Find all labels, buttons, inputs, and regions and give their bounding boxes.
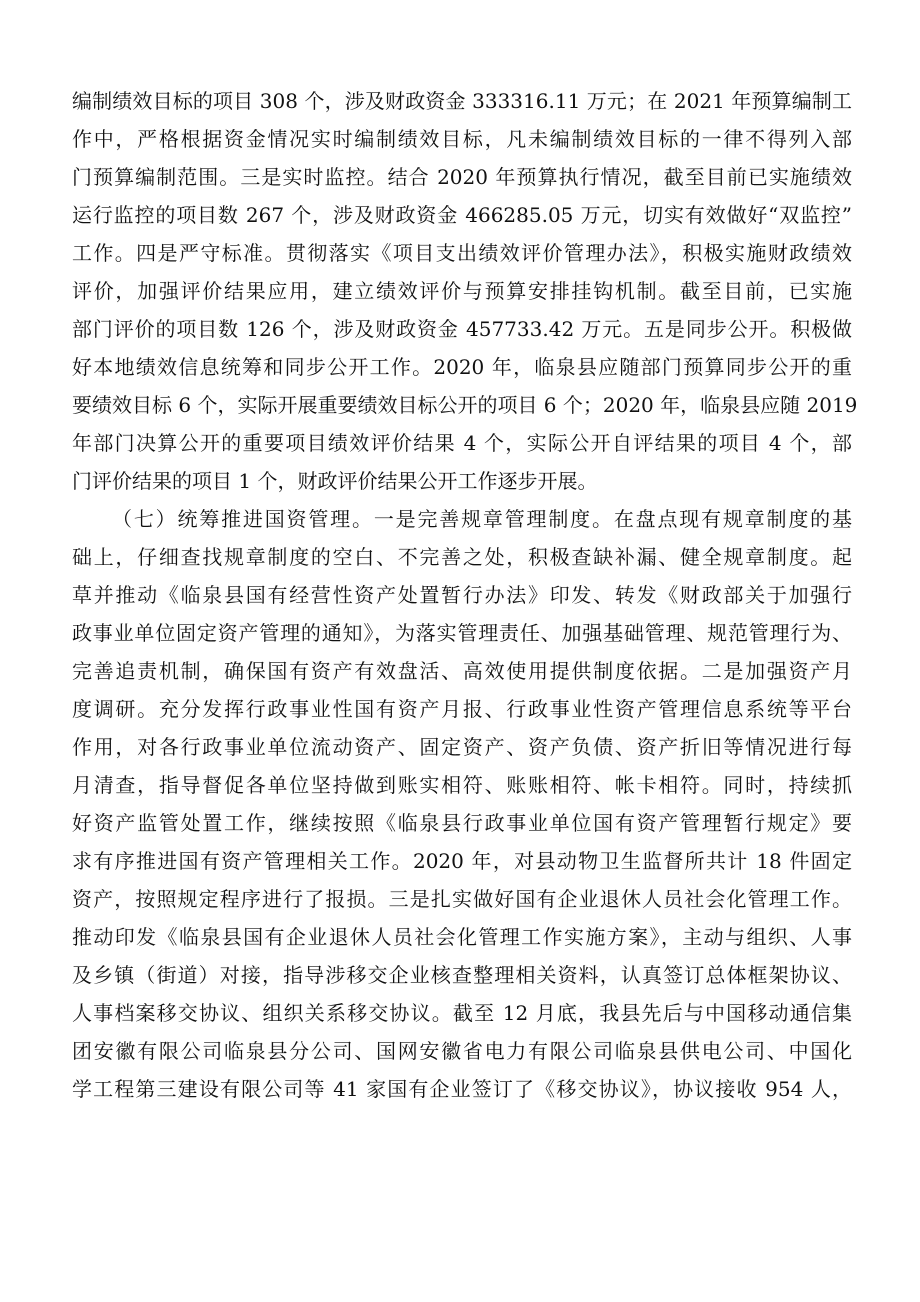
paragraph-2-line-4: 政事业单位固定资产管理的通知》，为落实管理责任、加强基础管理、规范管理行为、 bbox=[72, 621, 852, 645]
paragraph-2-line-10: 求有序推进国有资产管理相关工作。2020 年，对县动物卫生监督所共计 18 件固定 bbox=[72, 849, 852, 873]
paragraph-2-line-3: 草并推动《临泉县国有经营性资产处置暂行办法》印发、转发《财政部关于加强行 bbox=[72, 583, 852, 607]
body-text bbox=[72, 82, 858, 1108]
paragraph-2-line-6: 度调研。充分发挥行政事业性国有资产月报、行政事业性资产管理信息系统等平台 bbox=[72, 697, 852, 721]
paragraph-2-line-9: 好资产监管处置工作，继续按照《临泉县行政事业单位国有资产管理暂行规定》要 bbox=[72, 811, 852, 835]
paragraph-2-line-8: 月清查，指导督促各单位坚持做到账实相符、账账相符、帐卡相符。同时，持续抓 bbox=[72, 773, 852, 797]
paragraph-1-line-1: 编制绩效目标的项目 308 个，涉及财政资金 333316.11 万元；在 2021 年预算编制工 bbox=[72, 89, 852, 113]
paragraph-2-line-16: 学工程第三建设有限公司等 41 家国有企业签订了《移交协议》，协议接收 954 人， bbox=[72, 1077, 852, 1101]
paragraph-2-line-7: 作用，对各行政事业单位流动资产、固定资产、资产负债、资产折旧等情况进行每 bbox=[72, 735, 852, 759]
paragraph-1-line-2: 作中，严格根据资金情况实时编制绩效目标，凡未编制绩效目标的一律不得列入部 bbox=[72, 127, 852, 151]
paragraph-1-line-10: 年部门决算公开的重要项目绩效评价结果 4 个，实际公开自评结果的项目 4 个，部 bbox=[72, 431, 852, 455]
paragraph-1-line-3: 门预算编制范围。三是实时监控。结合 2020 年预算执行情况，截至目前已实施绩效 bbox=[72, 165, 852, 189]
paragraph-2-line-1: （七）统筹推进国资管理。一是完善规章管理制度。在盘点现有规章制度的基 bbox=[112, 507, 852, 531]
paragraph-1-line-11: 门评价结果的项目 1 个，财政评价结果公开工作逐步开展。 bbox=[72, 469, 598, 493]
paragraph-1-line-8: 好本地绩效信息统筹和同步公开工作。2020 年，临泉县应随部门预算同步公开的重 bbox=[72, 355, 852, 379]
paragraph-2-line-5: 完善追责机制，确保国有资产有效盘活、高效使用提供制度依据。二是加强资产月 bbox=[72, 659, 852, 683]
paragraph-2-line-11: 资产，按照规定程序进行了报损。三是扎实做好国有企业退休人员社会化管理工作。 bbox=[72, 887, 852, 911]
paragraph-2-line-2: 础上，仔细查找规章制度的空白、不完善之处，积极查缺补漏、健全规章制度。起 bbox=[72, 545, 852, 569]
paragraph-1-line-7: 部门评价的项目数 126 个，涉及财政资金 457733.42 万元。五是同步公开。积极做 bbox=[72, 317, 852, 341]
paragraph-2-line-12: 推动印发《临泉县国有企业退休人员社会化管理工作实施方案》，主动与组织、人事 bbox=[72, 925, 852, 949]
paragraph-1-line-5: 工作。四是严守标准。贯彻落实《项目支出绩效评价管理办法》，积极实施财政绩效 bbox=[72, 241, 852, 265]
paragraph-1-line-6: 评价，加强评价结果应用，建立绩效评价与预算安排挂钩机制。截至目前，已实施 bbox=[72, 279, 852, 303]
paragraph-2-line-14: 人事档案移交协议、组织关系移交协议。截至 12 月底，我县先后与中国移动通信集 bbox=[72, 1001, 852, 1025]
paragraph-1-line-4: 运行监控的项目数 267 个，涉及财政资金 466285.05 万元，切实有效做好“双监控” bbox=[72, 203, 852, 227]
paragraph-1-line-9: 要绩效目标 6 个，实际开展重要绩效目标公开的项目 6 个；2020 年，临泉县应随 2019 bbox=[72, 393, 858, 417]
paragraph-2-line-15: 团安徽有限公司临泉县分公司、国网安徽省电力有限公司临泉县供电公司、中国化 bbox=[72, 1039, 852, 1063]
paragraph-2-line-13: 及乡镇（街道）对接，指导涉移交企业核查整理相关资料，认真签订总体框架协议、 bbox=[72, 963, 852, 987]
